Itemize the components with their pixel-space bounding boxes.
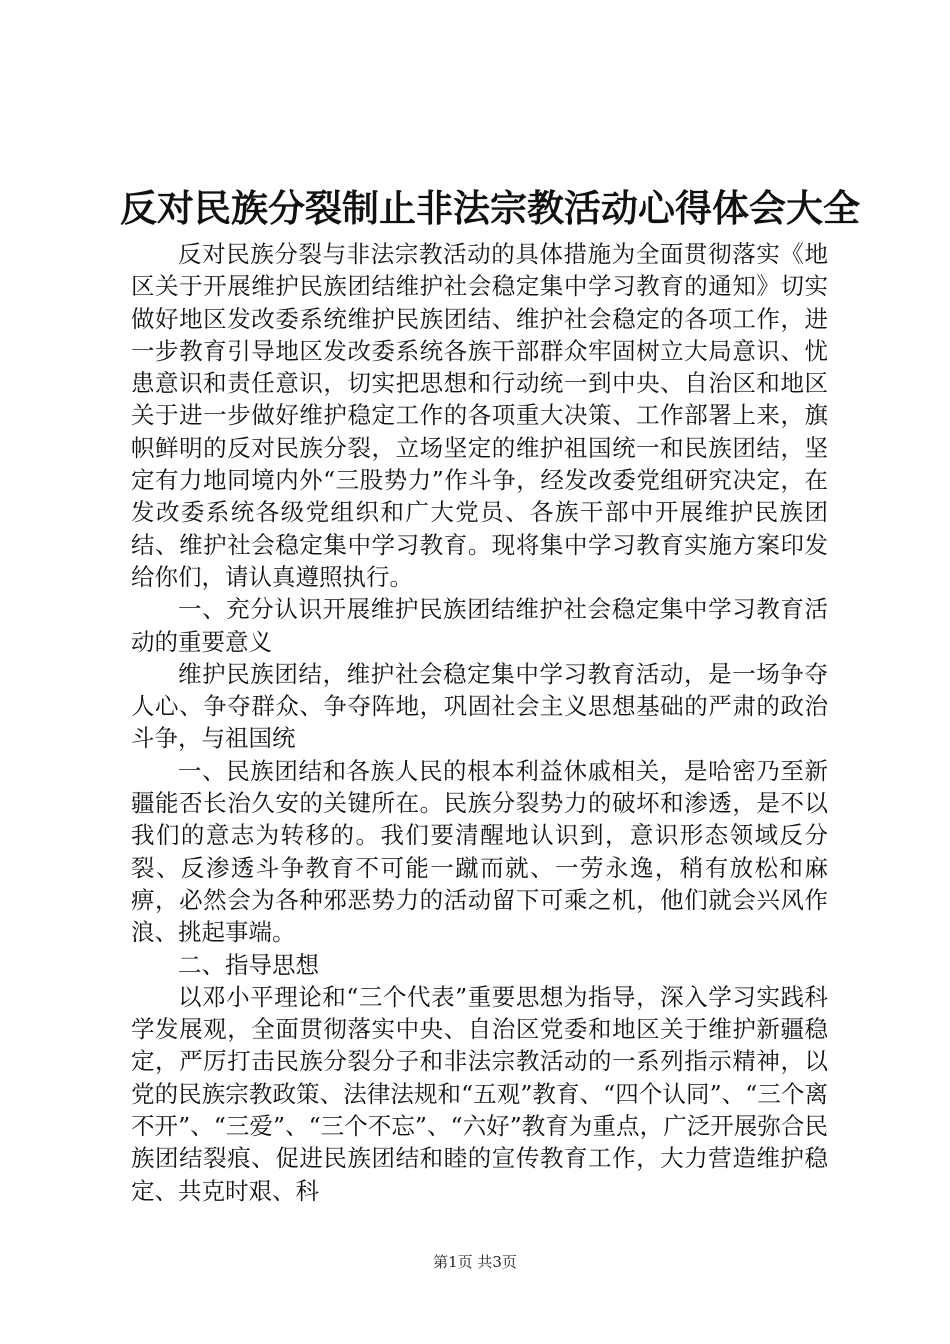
paragraph-intro: 反对民族分裂与非法宗教活动的具体措施为全面贯彻落实《地区关于开展维护民族团结维护社会稳定集中学习教育的通知》切实做好地区发改委系统维护民族团结、维护社会稳定的各项工作，进一步教育引导地区发改委系统各族干部群众牢固树立大局意识、忧患意识和责任意识，切实把思想和行动统一到中央、自治区和地区关于进一步做好维护稳定工作的各项重大决策、工作部署上来，旗帜鲜明的反对民族分裂，立场坚定的维护祖国统一和民族团结，坚定有力地同境内外“三股势力”作斗争，经发改委党组研究决定，在发改委系统各级党组织和广大党员、各族干部中开展维护民族团结、维护社会稳定集中学习教育。现将集中学习教育实施方案印发给你们，请认真遵照执行。 bbox=[131, 240, 828, 591]
paragraph-guiding-ideology: 以邓小平理论和“三个代表”重要思想为指导，深入学习实践科学发展观，全面贯彻落实中央、自治区党委和地区关于维护新疆稳定，严厉打击民族分裂分子和非法宗教活动的一系列指示精神，以党的民族宗教政策、法律法规和“五观”教育、“四个认同”、“三个离不开”、“三爱”、“三个不忘”、“六好”教育为重点，广泛开展弥合民族团结裂痕、促进民族团结和睦的宣传教育工作，大力营造维护稳定、共克时艰、科 bbox=[131, 982, 828, 1205]
document-body bbox=[131, 238, 828, 1205]
paragraph-section-2-heading: 二、指导思想 bbox=[178, 950, 319, 979]
paragraph-section-1-heading: 一、充分认识开展维护民族团结维护社会稳定集中学习教育活动的重要意义 bbox=[131, 595, 828, 656]
document-title: 反对民族分裂制止非法宗教活动心得体会大全 bbox=[120, 187, 860, 230]
paragraph-unity: 一、民族团结和各族人民的根本利益休戚相关，是哈密乃至新疆能否长治久安的关键所在。民族分裂势力的破坏和渗透，是不以我们的意志为转移的。我们要清醒地认识到，意识形态领域反分裂、反渗透斗争教育不可能一蹴而就、一劳永逸，稍有放松和麻痹，必然会为各种邪恶势力的活动留下可乘之机，他们就会兴风作浪、挑起事端。 bbox=[131, 756, 828, 947]
paragraph-section-1-body: 维护民族团结，维护社会稳定集中学习教育活动，是一场争夺人心、争夺群众、争夺阵地，巩固社会主义思想基础的严肃的政治斗争，与祖国统 bbox=[131, 659, 828, 753]
page-number-footer: 第1页 共3页 bbox=[433, 1253, 517, 1271]
